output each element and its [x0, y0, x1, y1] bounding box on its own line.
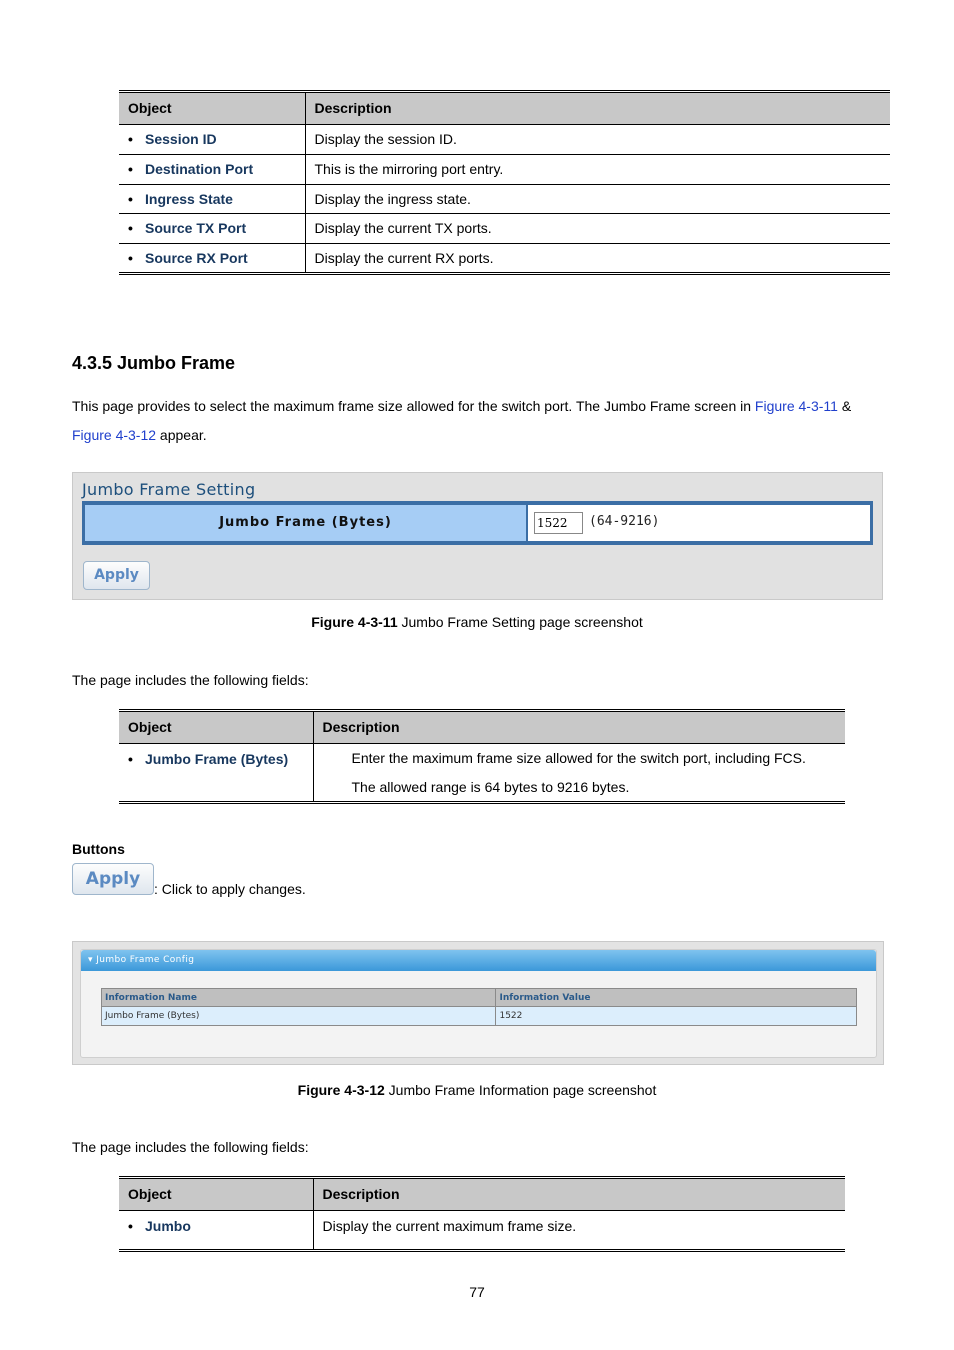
info-panel: [80, 949, 877, 1058]
description-line: The allowed range is 64 bytes to 9216 bytes.: [351, 778, 630, 795]
bullet-icon: •: [128, 1217, 133, 1234]
bullet-icon: •: [128, 190, 133, 207]
description-line: Enter the maximum frame size allowed for the switch port, including FCS.: [351, 749, 806, 766]
collapse-arrow-icon[interactable]: ▾: [88, 955, 93, 965]
object-description: Display the current maximum frame size.: [313, 1210, 845, 1249]
apply-button[interactable]: Apply: [83, 561, 150, 590]
setting-title: Jumbo Frame Setting: [82, 480, 256, 499]
table-row: [119, 124, 890, 154]
intro-text: appear.: [156, 427, 207, 443]
intro-paragraph-line2: [72, 427, 207, 443]
table-bottom-rule: [119, 272, 890, 275]
mirror-fields-table: [119, 93, 890, 273]
section-heading: 4.3.5 Jumbo Frame: [72, 353, 236, 373]
jumbo-frame-info-screenshot: [72, 941, 884, 1065]
intro-text: This page provides to select the maximum frame size allowed for the switch port. The Jumbo Frame screen in: [72, 398, 755, 414]
object-description: Display the ingress state.: [305, 184, 890, 213]
column-header-object: Object: [119, 1179, 313, 1210]
figure-4-3-11-link[interactable]: Figure 4-3-11: [754, 398, 838, 414]
bullet-icon: •: [128, 131, 133, 147]
setting-table: [82, 501, 873, 545]
bullet-icon: •: [128, 750, 133, 767]
jumbo-frame-setting-screenshot: [72, 472, 883, 600]
jumbo-frame-label: Jumbo Frame (Bytes): [85, 505, 526, 541]
figure-caption: [0, 1082, 954, 1098]
bullet-icon: •: [128, 250, 133, 267]
jumbo-fields-table: [119, 712, 845, 801]
range-hint: (64-9216): [589, 514, 660, 529]
fields-intro: The page includes the following fields:: [72, 1139, 309, 1155]
table-row: [102, 1007, 857, 1026]
table-row: [119, 243, 890, 273]
table-row: [119, 184, 890, 213]
object-description: Display the current TX ports.: [305, 213, 890, 243]
object-name: Jumbo: [145, 1217, 191, 1234]
table-row: [119, 213, 890, 243]
object-name: Ingress State: [145, 190, 233, 207]
panel-title: Jumbo Frame Config: [96, 955, 195, 965]
object-description: Display the current RX ports.: [305, 243, 890, 273]
caption-label: Figure 4-3-12: [297, 1082, 385, 1098]
column-header-object: Object: [119, 93, 305, 124]
table-bottom-rule: [119, 801, 845, 804]
table-row: [119, 1210, 845, 1249]
jumbo-info-fields-table: [119, 1179, 845, 1249]
panel-header[interactable]: [81, 950, 876, 971]
fields-intro: The page includes the following fields:: [72, 672, 309, 688]
column-header-description: Description: [313, 1179, 845, 1210]
column-header-description: Description: [313, 712, 845, 743]
object-name: Source TX Port: [145, 220, 247, 236]
information-name: Jumbo Frame (Bytes): [102, 1007, 496, 1026]
page-number: 77: [469, 1284, 485, 1300]
object-name: Session ID: [145, 131, 217, 147]
object-name: Destination Port: [145, 161, 254, 177]
object-name: Source RX Port: [145, 250, 248, 267]
caption-label: Figure 4-3-11: [311, 614, 398, 630]
apply-description: : Click to apply changes.: [154, 881, 306, 897]
object-description: [313, 743, 845, 801]
object-name: Jumbo Frame (Bytes): [145, 750, 289, 767]
bullet-icon: •: [128, 161, 133, 177]
bullet-icon: •: [128, 220, 133, 236]
column-header-information-name: Information Name: [102, 989, 496, 1007]
info-table: [101, 988, 857, 1026]
figure-4-3-12-link[interactable]: Figure 4-3-12: [72, 427, 157, 443]
table-row: [119, 743, 845, 801]
jumbo-frame-value-cell: [528, 505, 870, 541]
jumbo-frame-input[interactable]: [534, 512, 583, 534]
buttons-heading: Buttons: [72, 841, 125, 857]
table-row: [119, 154, 890, 184]
intro-paragraph-line1: [72, 398, 882, 414]
table-bottom-rule: [119, 1249, 845, 1252]
object-description: This is the mirroring port entry.: [305, 154, 890, 184]
column-header-description: Description: [305, 93, 890, 124]
object-description: Display the session ID.: [305, 124, 890, 154]
intro-text: &: [837, 398, 852, 414]
column-header-information-value: Information Value: [496, 989, 857, 1007]
caption-text: Jumbo Frame Setting page screenshot: [397, 614, 643, 630]
figure-caption: [0, 614, 954, 630]
information-value: 1522: [496, 1007, 857, 1026]
apply-button-sample[interactable]: Apply: [72, 863, 154, 895]
caption-text: Jumbo Frame Information page screenshot: [384, 1082, 657, 1098]
column-header-object: Object: [119, 712, 313, 743]
